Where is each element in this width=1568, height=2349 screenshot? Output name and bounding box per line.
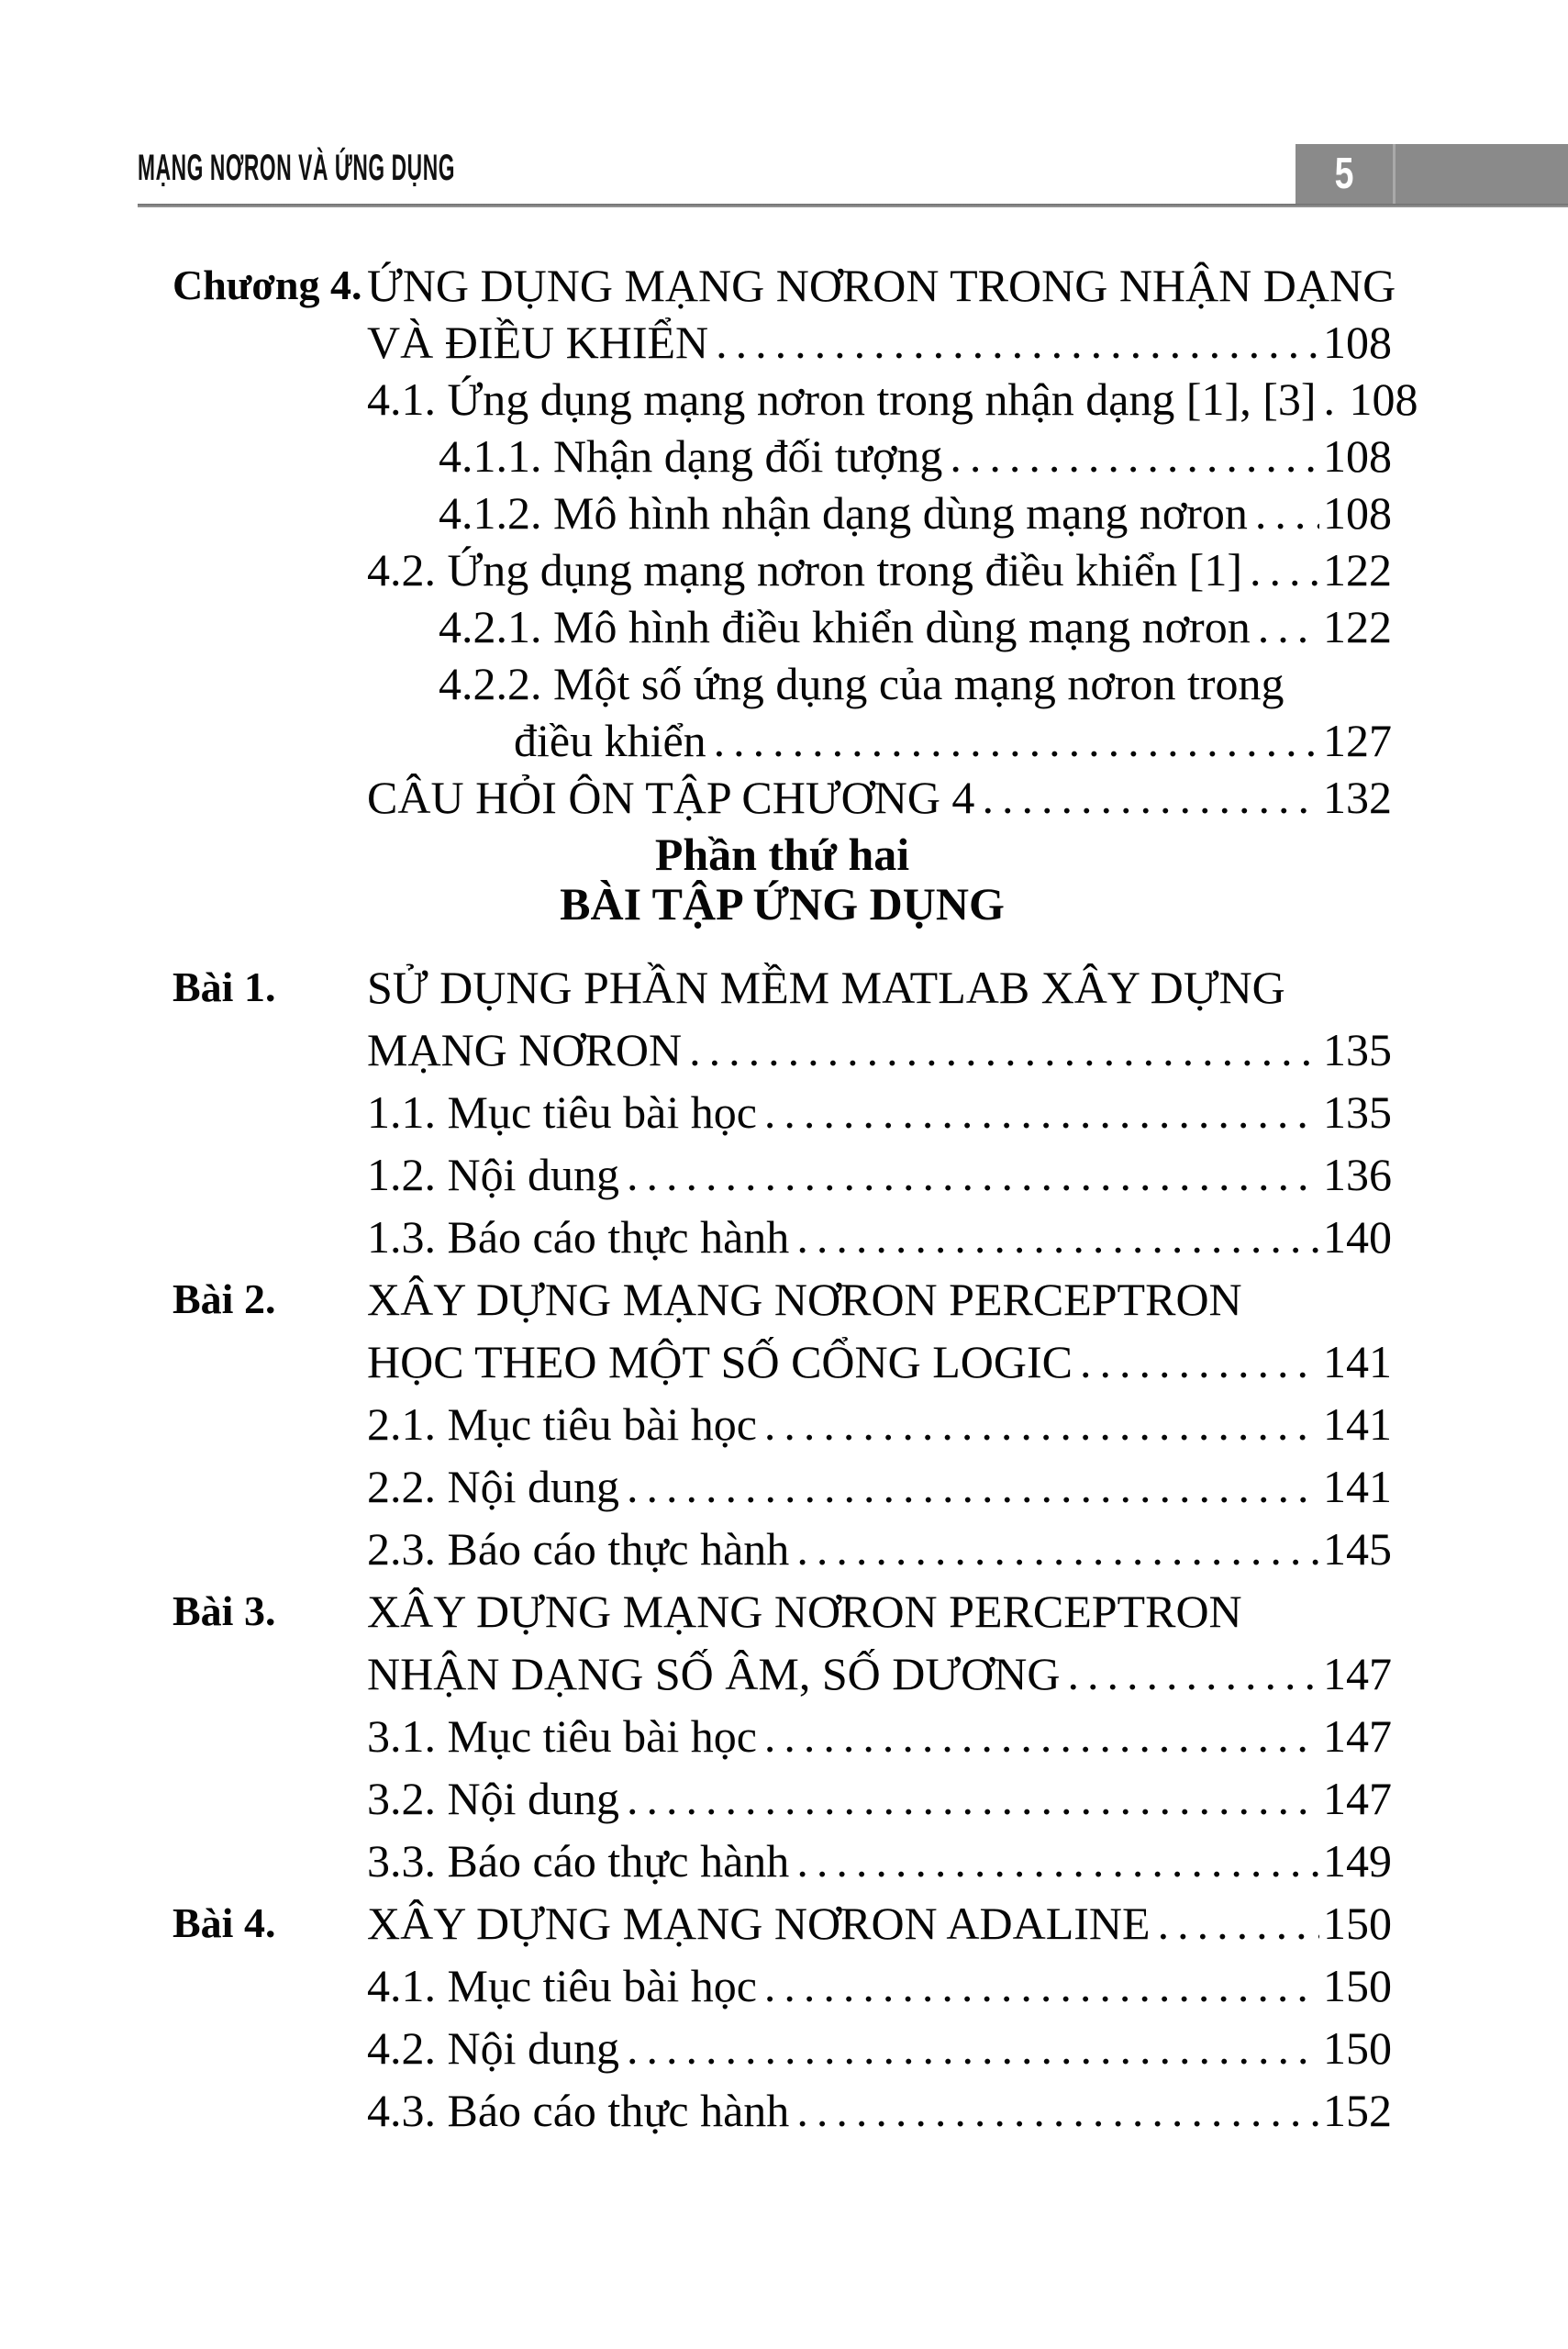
dot-leader: [1250, 541, 1319, 598]
dot-leader: [689, 1019, 1319, 1081]
toc-entry-title: 3.1. Mục tiêu bài học: [367, 1710, 757, 1762]
toc-entry-page: 127: [1323, 715, 1392, 766]
part-heading-line: [172, 829, 1392, 879]
dot-leader: [1324, 371, 1346, 428]
toc-entry-page: 147: [1323, 1710, 1392, 1762]
toc-entry-title: 4.1. Mục tiêu bài học: [367, 1960, 757, 2011]
header-rule: [138, 204, 1568, 207]
toc-entry: [172, 956, 1392, 1019]
toc-entry-page: 108: [1349, 373, 1418, 425]
toc-entry-title: 4.3. Báo cáo thực hành: [367, 2085, 790, 2136]
toc-entry-page: 141: [1323, 1398, 1392, 1450]
dot-leader: [1080, 1330, 1319, 1393]
toc-entry-title: CÂU HỎI ÔN TẬP CHƯƠNG 4: [367, 772, 975, 823]
toc-entry: [172, 769, 1392, 826]
toc-entry: [172, 1892, 1392, 1954]
toc-entry-page: 122: [1323, 601, 1392, 652]
toc-entry-title: 3.2. Nội dung: [367, 1773, 619, 1824]
toc-entry-page: 135: [1323, 1024, 1392, 1075]
page-title: MẠNG NƠRON VÀ ỨNG DỤNG: [138, 148, 456, 188]
toc-entry: [172, 1705, 1392, 1767]
toc-entry-page: 145: [1323, 1523, 1392, 1575]
dot-leader: [627, 1767, 1319, 1830]
dot-leader: [627, 2017, 1319, 2079]
toc-entry-page: 108: [1323, 487, 1392, 539]
toc-entry-label: Bài 3.: [172, 1587, 276, 1634]
toc-entry-page: 150: [1323, 1960, 1392, 2011]
toc-entry-title: 4.2.1. Mô hình điều khiển dùng mạng nơron: [439, 601, 1251, 652]
toc-entry-page: 152: [1323, 2085, 1392, 2136]
toc-entry-label: Bài 2.: [172, 1275, 276, 1322]
toc-entry: [172, 1642, 1392, 1705]
toc-entry-title: 4.2. Ứng dụng mạng nơron trong điều khiển [1]: [367, 544, 1242, 596]
dot-leader: [714, 712, 1319, 769]
toc-entry-title: ỨNG DỤNG MẠNG NƠRON TRONG NHẬN DẠNG: [367, 260, 1396, 311]
toc-entry-title: XÂY DỰNG MẠNG NƠRON PERCEPTRON: [367, 1586, 1242, 1637]
toc-entry: [172, 257, 1396, 314]
toc-entry-title: 4.1.1. Nhận dạng đối tượng: [439, 430, 943, 482]
toc-entry-page: 149: [1323, 1835, 1392, 1887]
dot-leader: [627, 1455, 1319, 1518]
toc-entry-page: 108: [1323, 317, 1392, 368]
toc-entry-page: 147: [1323, 1648, 1392, 1699]
toc-entry-title: 4.1.2. Mô hình nhận dạng dùng mạng nơron: [439, 487, 1248, 539]
toc-entry: [172, 598, 1392, 655]
toc-entry: [172, 314, 1392, 371]
dot-leader: [796, 1518, 1319, 1580]
toc-entry-page: 132: [1323, 772, 1392, 823]
toc-entry: [172, 484, 1392, 541]
dot-leader: [950, 428, 1319, 484]
toc-entry: [172, 1455, 1392, 1518]
toc-entry-page: 150: [1323, 2022, 1392, 2074]
toc-entry-label: Chương 4.: [172, 262, 362, 308]
toc-entry-page: 108: [1323, 430, 1392, 482]
badge-divider: [1393, 144, 1396, 204]
toc-entry: [172, 1830, 1392, 1892]
dot-leader: [796, 1830, 1319, 1892]
toc-entry: [172, 1330, 1392, 1393]
dot-leader: [1258, 598, 1319, 655]
toc-entry: [172, 655, 1392, 712]
toc-entry-page: 150: [1323, 1898, 1392, 1949]
toc-entry-title: 2.2. Nội dung: [367, 1461, 619, 1512]
toc-entry: [172, 1580, 1392, 1642]
dot-leader: [1158, 1892, 1319, 1954]
dot-leader: [764, 1705, 1319, 1767]
dot-leader: [764, 1081, 1319, 1143]
dot-leader: [764, 1954, 1319, 2017]
toc-entry: [172, 1081, 1392, 1143]
toc-entry-title: MẠNG NƠRON: [367, 1024, 683, 1075]
toc-entry: [172, 1143, 1392, 1206]
toc-entry: [172, 1206, 1392, 1268]
dot-leader: [796, 2079, 1319, 2142]
page-number-badge: [1296, 144, 1568, 204]
toc-entry-page: 141: [1323, 1336, 1392, 1387]
dot-leader: [982, 769, 1319, 826]
part-heading-text: Phần thứ hai: [654, 829, 910, 880]
part-heading-text: BÀI TẬP ỨNG DỤNG: [560, 878, 1005, 930]
toc-entry-title: 1.1. Mục tiêu bài học: [367, 1086, 757, 1138]
toc-entry-title: 1.2. Nội dung: [367, 1149, 619, 1200]
dot-leader: [1068, 1642, 1320, 1705]
toc-entry-page: 140: [1323, 1211, 1392, 1263]
toc-entry: [172, 1393, 1392, 1455]
toc-entry-title: XÂY DỰNG MẠNG NƠRON PERCEPTRON: [367, 1274, 1242, 1325]
dot-leader: [1255, 484, 1319, 541]
toc-entry-title: 4.1. Ứng dụng mạng nơron trong nhận dạng [1], [3]: [367, 373, 1317, 425]
toc-entry: [172, 1019, 1392, 1081]
toc-entry-title: SỬ DỤNG PHẦN MỀM MATLAB XÂY DỰNG: [367, 962, 1285, 1013]
dot-leader: [764, 1393, 1319, 1455]
toc-entry-title: 4.2.2. Một số ứng dụng của mạng nơron trong: [439, 658, 1284, 709]
toc-entry-title: điều khiển: [514, 715, 706, 766]
toc-entry-label: Bài 1.: [172, 963, 276, 1010]
toc-entry-title: NHẬN DẠNG SỐ ÂM, SỐ DƯƠNG: [367, 1648, 1061, 1699]
toc-entry-page: 135: [1323, 1086, 1392, 1138]
toc-entry: [172, 2017, 1392, 2079]
toc-entry: [172, 1954, 1392, 2017]
toc-entry-title: 4.2. Nội dung: [367, 2022, 619, 2074]
toc-entry-title: HỌC THEO MỘT SỐ CỔNG LOGIC: [367, 1336, 1073, 1387]
dot-leader: [716, 314, 1319, 371]
table-of-contents: [172, 257, 1418, 2142]
toc-entry-title: 2.3. Báo cáo thực hành: [367, 1523, 790, 1575]
toc-entry-title: 1.3. Báo cáo thực hành: [367, 1211, 790, 1263]
toc-entry: [172, 1268, 1392, 1330]
toc-entry-title: 3.3. Báo cáo thực hành: [367, 1835, 790, 1887]
dot-leader: [627, 1143, 1319, 1206]
toc-entry-page: 141: [1323, 1461, 1392, 1512]
toc-entry: [172, 541, 1392, 598]
toc-entry: [172, 2079, 1392, 2142]
part-heading-line: [172, 879, 1392, 929]
toc-entry: [172, 1518, 1392, 1580]
toc-entry-page: 136: [1323, 1149, 1392, 1200]
dot-leader: [796, 1206, 1319, 1268]
toc-entry-label: Bài 4.: [172, 1899, 276, 1946]
toc-entry: [172, 428, 1392, 484]
toc-entry: [172, 1767, 1392, 1830]
toc-entry: [172, 712, 1392, 769]
page-number: 5: [1334, 150, 1354, 198]
toc-entry-title: XÂY DỰNG MẠNG NƠRON ADALINE: [367, 1898, 1151, 1949]
toc-entry-page: 122: [1323, 544, 1392, 596]
toc-entry-title: 2.1. Mục tiêu bài học: [367, 1398, 757, 1450]
toc-entry-page: 147: [1323, 1773, 1392, 1824]
toc-entry: [172, 371, 1418, 428]
toc-entry-title: VÀ ĐIỀU KHIỂN: [367, 317, 709, 368]
